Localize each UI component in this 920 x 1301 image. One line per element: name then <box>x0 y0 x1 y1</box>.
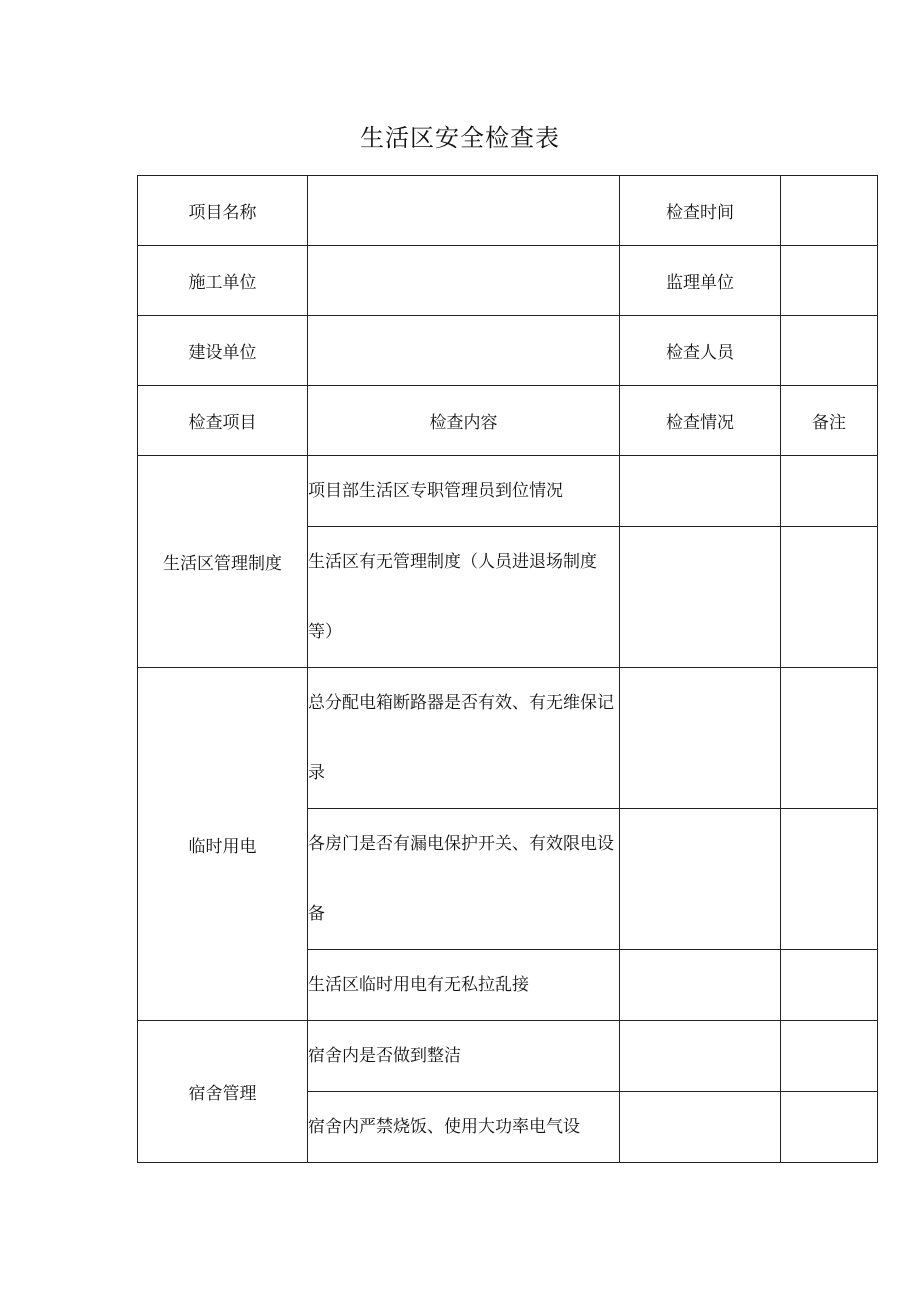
content-cell: 各房门是否有漏电保护开关、有效限电设备 <box>308 809 620 950</box>
category-cell: 宿舍管理 <box>138 1021 308 1163</box>
table-row <box>138 456 878 527</box>
remark-cell[interactable] <box>781 1092 878 1163</box>
inspection-table <box>137 175 878 1163</box>
status-cell[interactable] <box>620 668 781 809</box>
remark-cell[interactable] <box>781 456 878 527</box>
table-row <box>138 668 878 809</box>
content-cell: 生活区临时用电有无私拉乱接 <box>308 950 620 1021</box>
status-cell[interactable] <box>620 950 781 1021</box>
column-header-remark: 备注 <box>781 386 878 456</box>
inspection-time-label: 检查时间 <box>620 176 781 246</box>
status-cell[interactable] <box>620 809 781 950</box>
remark-cell[interactable] <box>781 950 878 1021</box>
content-cell: 生活区有无管理制度（人员进退场制度等） <box>308 527 620 668</box>
page-title: 生活区安全检查表 <box>360 124 560 152</box>
remark-cell[interactable] <box>781 809 878 950</box>
category-cell: 生活区管理制度 <box>138 456 308 668</box>
status-cell[interactable] <box>620 456 781 527</box>
header-row-owner <box>138 316 878 386</box>
table-row <box>138 1021 878 1092</box>
header-row-project <box>138 176 878 246</box>
status-cell[interactable] <box>620 1021 781 1092</box>
column-header-content: 检查内容 <box>308 386 620 456</box>
status-cell[interactable] <box>620 1092 781 1163</box>
status-cell[interactable] <box>620 527 781 668</box>
remark-cell[interactable] <box>781 668 878 809</box>
content-cell: 项目部生活区专职管理员到位情况 <box>308 456 620 527</box>
header-row-contractor <box>138 246 878 316</box>
supervisor-label: 监理单位 <box>620 246 781 316</box>
project-name-field[interactable] <box>308 176 620 246</box>
project-name-label: 项目名称 <box>138 176 308 246</box>
column-header-row <box>138 386 878 456</box>
supervisor-field[interactable] <box>781 246 878 316</box>
content-cell: 宿舍内是否做到整洁 <box>308 1021 620 1092</box>
remark-cell[interactable] <box>781 527 878 668</box>
owner-field[interactable] <box>308 316 620 386</box>
content-cell: 总分配电箱断路器是否有效、有无维保记录 <box>308 668 620 809</box>
content-cell: 宿舍内严禁烧饭、使用大功率电气设 <box>308 1092 620 1163</box>
column-header-item: 检查项目 <box>138 386 308 456</box>
inspection-time-field[interactable] <box>781 176 878 246</box>
contractor-field[interactable] <box>308 246 620 316</box>
contractor-label: 施工单位 <box>138 246 308 316</box>
inspector-field[interactable] <box>781 316 878 386</box>
owner-label: 建设单位 <box>138 316 308 386</box>
category-cell: 临时用电 <box>138 668 308 1021</box>
inspector-label: 检查人员 <box>620 316 781 386</box>
remark-cell[interactable] <box>781 1021 878 1092</box>
column-header-status: 检查情况 <box>620 386 781 456</box>
